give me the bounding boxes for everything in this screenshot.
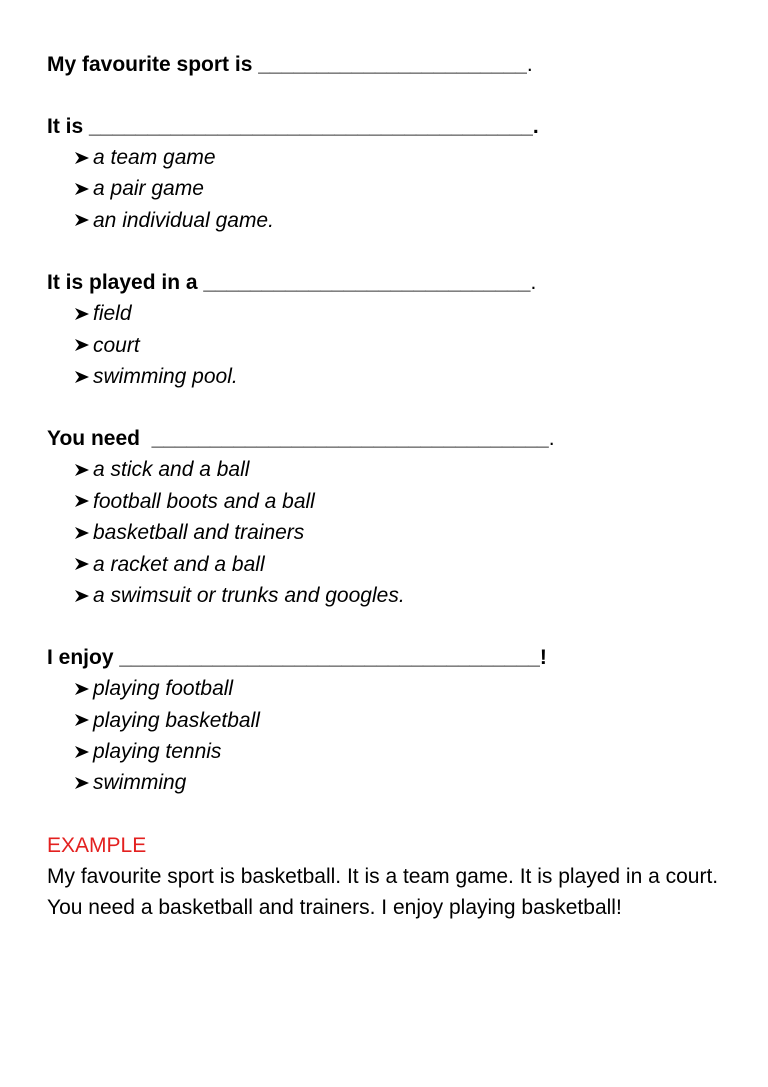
arrow-bullet-icon — [74, 369, 90, 385]
prompt-text: I enjoy — [47, 646, 114, 670]
option-label: a stick and a ball — [93, 458, 250, 482]
arrow-bullet-icon — [74, 681, 90, 697]
answer-blank: _______________________ — [258, 53, 527, 76]
arrow-bullet-icon — [74, 712, 90, 728]
arrow-bullet-icon — [74, 744, 90, 760]
question-prompt — [47, 423, 737, 454]
example-paragraph: My favourite sport is basketball. It is a team game. It is played in a court. You need a basketball and trainers. I enjoy playing basketball! — [47, 864, 719, 920]
question-prompt — [47, 642, 737, 673]
worksheet — [47, 49, 737, 924]
arrow-bullet-icon — [74, 462, 90, 478]
option-label: a team game — [93, 146, 216, 169]
option-list — [47, 142, 737, 236]
option-item — [74, 330, 737, 361]
arrow-bullet-icon — [74, 556, 90, 572]
answer-blank: ____________________________________ — [119, 646, 540, 670]
option-label: playing football — [93, 677, 234, 701]
option-item — [74, 673, 737, 704]
option-label: playing tennis — [93, 740, 222, 764]
question-favourite-sport — [47, 49, 737, 80]
arrow-bullet-icon — [74, 306, 90, 322]
arrow-bullet-icon — [74, 525, 90, 541]
prompt-text: It is played in a — [47, 271, 198, 295]
option-item — [74, 767, 737, 798]
arrow-bullet-icon — [74, 150, 90, 166]
prompt-end: . — [526, 53, 533, 76]
option-item — [74, 736, 737, 767]
option-item — [74, 486, 737, 517]
prompt-end: . — [532, 115, 539, 138]
option-label: a swimsuit or trunks and googles. — [93, 583, 405, 607]
prompt-end: . — [548, 427, 555, 451]
option-item — [74, 298, 737, 329]
spacer — [47, 799, 737, 830]
option-label: field — [93, 302, 132, 326]
option-list — [47, 673, 737, 799]
option-item — [74, 361, 737, 392]
option-item — [74, 549, 737, 580]
option-item — [74, 454, 737, 485]
option-label: a pair game — [93, 177, 204, 201]
question-prompt — [47, 267, 737, 298]
option-label: a racket and a ball — [93, 552, 265, 576]
example-heading: EXAMPLE — [47, 833, 147, 857]
option-label: swimming — [93, 771, 187, 795]
option-item — [74, 517, 737, 548]
answer-blank: __________________________________ — [151, 427, 549, 451]
option-list — [47, 298, 737, 392]
prompt-end: ! — [539, 646, 547, 670]
option-label: basketball and trainers — [93, 521, 305, 545]
option-item — [74, 142, 737, 173]
option-label: swimming pool. — [93, 364, 238, 388]
arrow-bullet-icon — [74, 775, 90, 791]
spacer — [47, 392, 737, 423]
option-label: playing basketball — [93, 708, 260, 732]
spacer — [47, 80, 737, 111]
prompt-text: My favourite sport is — [47, 53, 253, 76]
question-game-type — [47, 111, 737, 236]
prompt-end: . — [530, 271, 537, 295]
option-label: court — [93, 333, 140, 357]
question-enjoy — [47, 642, 737, 799]
arrow-bullet-icon — [74, 181, 90, 197]
option-item — [74, 580, 737, 611]
question-venue — [47, 267, 737, 392]
answer-blank: ______________________________________ — [89, 115, 533, 138]
question-equipment — [47, 423, 737, 611]
spacer — [47, 236, 737, 267]
prompt-text: You need — [47, 427, 140, 451]
arrow-bullet-icon — [74, 337, 90, 353]
option-item — [74, 205, 737, 236]
option-item — [74, 705, 737, 736]
spacer — [47, 611, 737, 642]
question-prompt — [47, 49, 737, 80]
option-label: an individual game. — [93, 208, 274, 232]
option-list — [47, 454, 737, 611]
option-item — [74, 173, 737, 204]
prompt-text: It is — [47, 115, 84, 138]
arrow-bullet-icon — [74, 493, 90, 509]
example-section — [47, 830, 737, 924]
arrow-bullet-icon — [74, 588, 90, 604]
question-prompt — [47, 111, 737, 142]
arrow-bullet-icon — [74, 212, 90, 228]
answer-blank: ____________________________ — [203, 271, 531, 295]
option-label: football boots and a ball — [93, 489, 315, 513]
